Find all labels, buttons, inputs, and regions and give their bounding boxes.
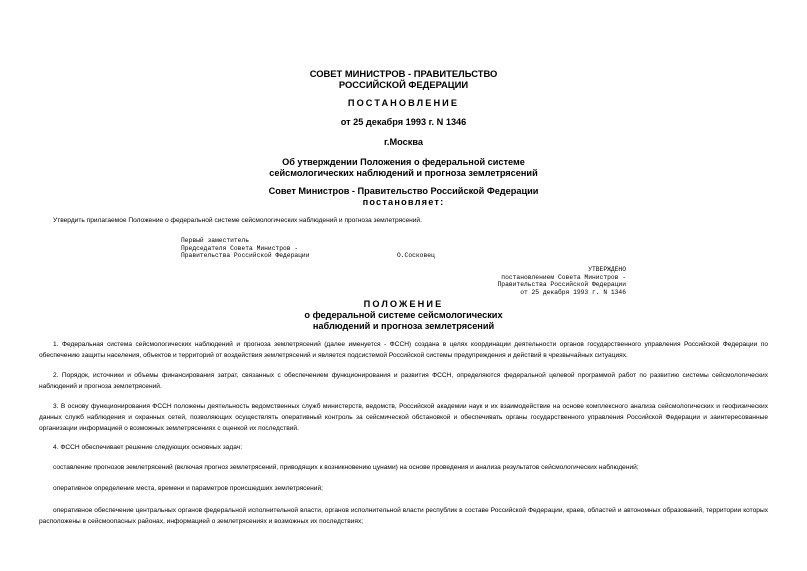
regulation-paragraph-1: 1. Федеральная система сейсмологических наблюдений и прогноза землетрясений (далее именуется - ФССН) создана в целях координации деятельности органов государственного управления Российской Федерации по обеспечению защиты населения, объектов и территорий от воздействия землетрясений и является подсистемой Российской системы предупреждения и действий в чрезвычайных ситуациях.: [39, 341, 768, 359]
approval-line-3: Правительства Российской Федерации: [497, 281, 626, 289]
signatory-name: О.Сосковец: [397, 252, 435, 259]
regulation-paragraph-4: 4. ФССН обеспечивает решение следующих основных задач:: [53, 444, 243, 451]
signature-position-line-2: Председателя Совета Министров -: [181, 244, 299, 252]
resolution-text: Утвердить прилагаемое Положение о федеральной системе сейсмологических наблюдений и прогноза землетрясений.: [53, 217, 422, 224]
document-place: г.Москва: [384, 137, 423, 147]
document-title-line-1: Об утверждении Положения о федеральной системе: [282, 157, 525, 167]
issuer-line-2: РОССИЙСКОЙ ФЕДЕРАЦИИ: [338, 79, 469, 90]
issuer-line-1: СОВЕТ МИНИСТРОВ - ПРАВИТЕЛЬСТВО: [309, 68, 498, 79]
document-date-number: от 25 декабря 1993 г. N 1346: [340, 117, 467, 127]
document-type: ПОСТАНОВЛЕНИЕ: [347, 98, 460, 108]
regulation-task-2: оперативное определение места, времени и параметров происшедших землетрясений;: [53, 485, 323, 492]
issuing-body-line: Совет Министров - Правительство Российской Федерации: [268, 186, 539, 196]
resolves-line: постановляет:: [362, 197, 445, 207]
signature-position-line-1: Первый заместитель: [181, 237, 250, 244]
regulation-subtitle-line-1: о федеральной системе сейсмологических: [304, 310, 503, 320]
regulation-heading: ПОЛОЖЕНИЕ: [363, 299, 444, 309]
document-title-line-2: сейсмологических наблюдений и прогноза землетрясений: [269, 168, 538, 178]
regulation-paragraph-3: 3. В основу функционирования ФССН положены деятельность ведомственных служб министерств, ведомств, Российской академии наук и их взаимодействие на основе комплексного анализа сейсмологических и геофизических данных служб наблюдения и охранных сетей, позволяющих осуществлять оперативный контроль за сейсмической обстановкой и обеспечивать органы государственного управления Российской Федерации и заинтересованные организации информацией о возможных землетрясениях с оценкой их последствий.: [39, 403, 768, 432]
signature-position-line-3: Правительства Российской Федерации: [181, 252, 310, 260]
approval-line-2: постановлением Совета Министров -: [501, 273, 626, 281]
approval-stamp: [498, 266, 626, 296]
regulation-paragraph-2: 2. Порядок, источники и объемы финансирования затрат, связанных с обеспечением функционирования и развития ФССН, определяются федеральной целевой программой работ по развитию системы сейсмологических наблюдений и прогноза землетрясений.: [39, 372, 768, 390]
regulation-task-3: оперативное обеспечение центральных органов федеральной исполнительной власти, органов исполнительной власти республик в составе Российской Федерации, краев, областей и автономных образований, территории которых расположены в сейсмоопасных районах, информацией о землетрясениях и возможных их последствиях;: [39, 507, 768, 525]
approval-line-1: УТВЕРЖДЕНО: [588, 266, 626, 273]
signature-block: [181, 237, 309, 260]
regulation-task-1: составление прогнозов землетрясений (включая прогноз землетрясений, приводящих к возникновению цунами) на основе проведения и анализа результатов сейсмологических наблюдений;: [53, 464, 639, 471]
regulation-subtitle-line-2: наблюдений и прогноза землетрясений: [312, 321, 495, 331]
approval-line-4: от 25 декабря 1993 г. N 1346: [520, 288, 626, 296]
